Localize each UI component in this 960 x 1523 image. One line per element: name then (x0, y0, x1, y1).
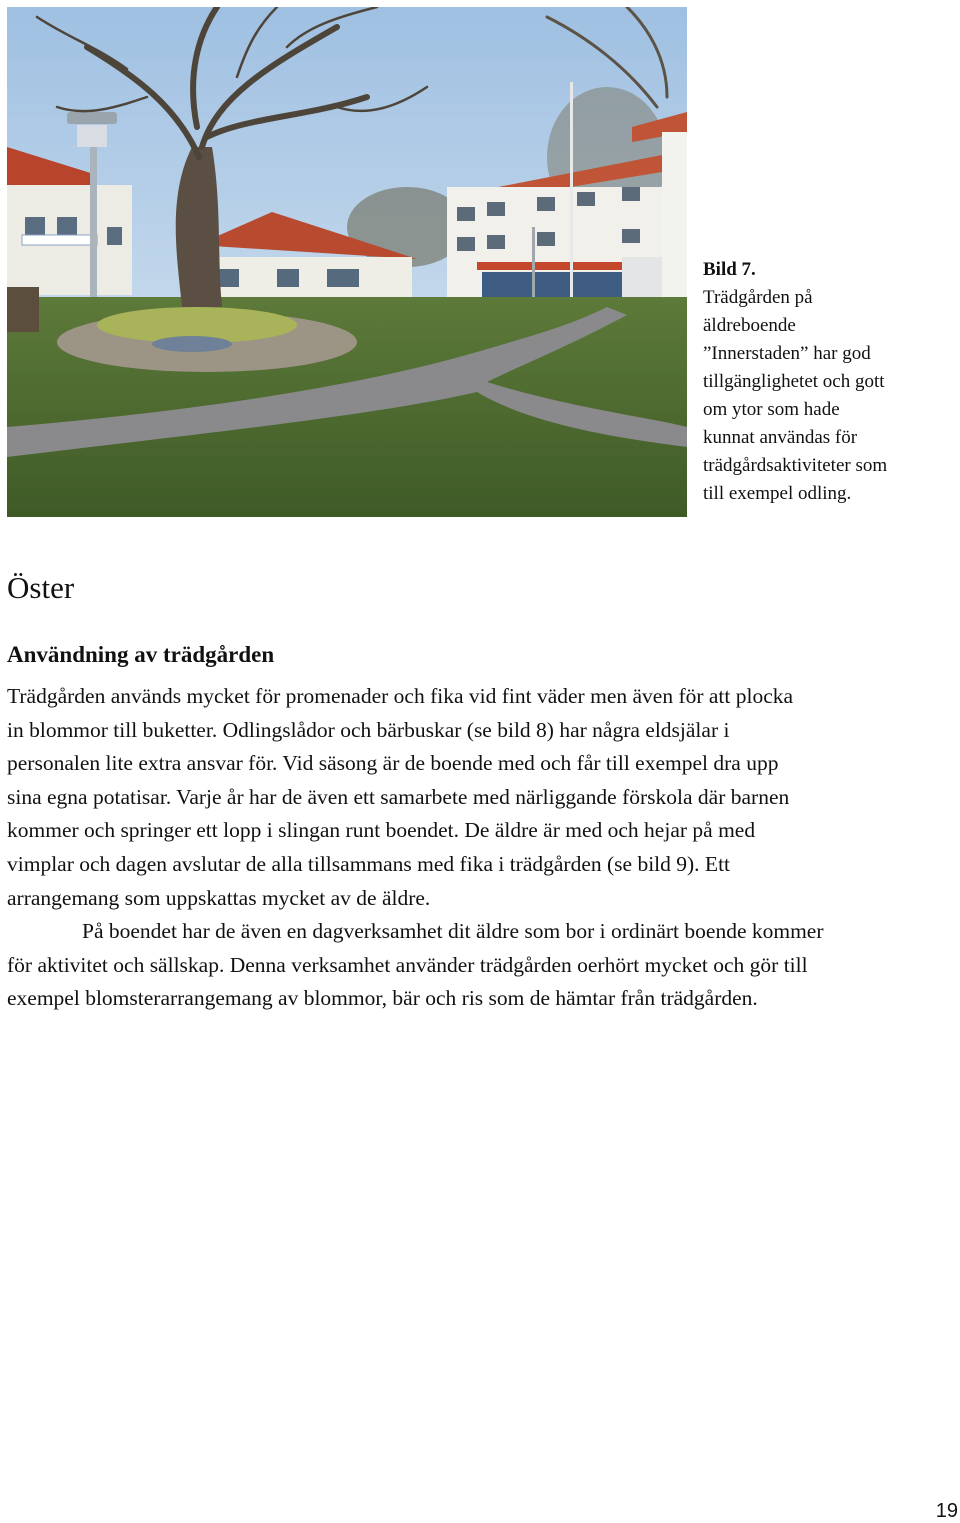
figure-caption (703, 256, 953, 508)
caption-line: äldreboende (703, 315, 796, 336)
paragraph-line: arrangemang som uppskattas mycket av de äldre. (7, 885, 431, 910)
paragraph-line: personalen lite extra ansvar för. Vid säsong är de boende med och får till exempel dra upp (7, 751, 779, 776)
caption-line: till exempel odling. (703, 483, 852, 504)
caption-line: om ytor som hade (703, 399, 840, 420)
caption-line: ”Innerstaden” har god (703, 343, 871, 364)
body-text (7, 680, 957, 1016)
figure-caption-title: Bild 7. (703, 259, 756, 280)
paragraph-line: Trädgården används mycket för promenader och fika vid fint väder men även för att plocka (7, 684, 794, 708)
paragraph-line: kommer och springer ett lopp i slingan runt boendet. De äldre är med och hejar på med (7, 818, 756, 843)
section-subheading: Användning av trädgården (7, 642, 275, 667)
paragraph-line: för aktivitet och sällskap. Denna verksamhet använder trädgården oerhört mycket och gör till (7, 952, 808, 977)
paragraph-line: På boendet har de även en dagverksamhet dit äldre som bor i ordinärt boende kommer (82, 919, 824, 944)
paragraph-line: vimplar och dagen avslutar de alla tillsammans med fika i trädgården (se bild 9). Ett (7, 851, 731, 876)
caption-line: Trädgården på (703, 287, 813, 308)
caption-line: kunnat användas för (703, 427, 858, 448)
paragraph-line: in blommor till buketter. Odlingslådor och bärbuskar (se bild 8) har några eldsjälar i (7, 717, 730, 742)
caption-line: trädgårdsaktiviteter som (703, 455, 888, 476)
caption-line: tillgänglighetet och gott (703, 371, 885, 392)
garden-photo (7, 7, 687, 517)
page-number: 19 (935, 1500, 958, 1522)
section-heading: Öster (7, 570, 75, 605)
paragraph-line: exempel blomsterarrangemang av blommor, bär och ris som de hämtar från trädgården. (7, 986, 758, 1011)
paragraph-line: sina egna potatisar. Varje år har de även ett samarbete med närliggande förskola där barnen (7, 784, 790, 809)
